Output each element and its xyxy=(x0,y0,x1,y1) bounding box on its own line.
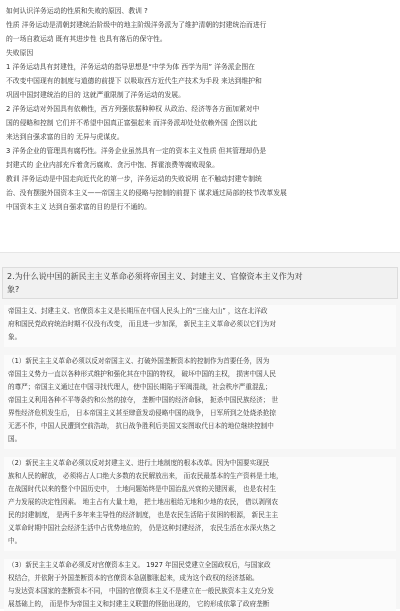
text-line: 的一场自救运动 既有其进步性 也具有落后的保守性。 xyxy=(6,35,167,43)
text-line: 封建式的 企业内部充斥着贪污腐败、贪污中饱、挥霍浪费等腐败现象。 xyxy=(6,161,219,169)
text-line: 失败原因 xyxy=(6,49,34,57)
intro-paragraph xyxy=(4,305,396,347)
text-line: 帝国主义利用各种不平等条约和公然的掠夺， 垄断中国的经济命脉， 扼杀中国民族经济； 世 xyxy=(8,396,279,404)
text-line: 在战国时代以来的整个中国历史中， 土地问题始终是中国治乱兴衰的关键因素， 也是农村生 xyxy=(8,485,276,493)
text-line: 无恶不作，中国人民遭到空前浩劫， 抗日战争胜利后美国又妄图取代日本的地位继续控制中 xyxy=(8,422,274,430)
document-page-top xyxy=(0,0,400,250)
text-line: 性质 洋务运动是清朝封建统治阶级中的地主阶级洋务派为了维护清朝的封建统治而进行 xyxy=(6,21,267,29)
text-line: 教训 洋务运动是中国走向近代化的第一步，洋务运动的失败说明 在不触动封建专制统 xyxy=(6,175,262,183)
question-line: 象? xyxy=(7,285,20,294)
text-line: 来达到自强求富的目的 无异与虎谋皮。 xyxy=(6,133,124,141)
text-line: 的尊严；帝国主义通过在中国寻找代理人，使中国长期陷于军阀混战，社会秩序严重混乱； xyxy=(8,383,272,391)
text-line: 权结合，并依附于外国垄断资本的官僚资本急剧膨胀起来，成为这个政权的经济基础。 xyxy=(8,574,259,582)
text-line: （1）新民主主义革命必须以反对帝国主义、打破外国垄断资本的控制作为首要任务，因为 xyxy=(8,357,270,365)
text-line: 产力发展的决定性因素。 地主占有大量土地， 把土地出租给无地和少地的农民， 借以剥削农 xyxy=(8,498,279,506)
text-line: 帝国主义势力一直以各种形式维护和强化其在中国的特权， 破坏中国的主权， 损害中国人民 xyxy=(8,370,276,378)
text-line: 如何认识洋务运动的性质和失败的原因、教训 ? xyxy=(6,7,148,15)
text-line: 中国资本主义 达到自强求富的目的是行不通的。 xyxy=(6,203,151,211)
question-line: 2.为什么说中国的新民主主义革命必须将帝国主义、封建主义、官僚资本主义作为对 xyxy=(7,272,303,281)
text-line: 义革命时期中国社会经济生活中占优势地位的， 仍是这种封建经济， 农民生活在水深火热之 xyxy=(8,524,276,532)
text-line: 族和人民的解放， 必须将占人口绝大多数的农民解放出来， 而农民最基本的生产资料是土地， xyxy=(8,472,283,480)
text-line: 治、没有摆脱外国资本主义——帝国主义的侵略与控制的前提下 谋求通过局部的枝节改革发展 xyxy=(6,189,287,197)
section-3-paragraph xyxy=(4,559,396,611)
text-line: 国的侵略和控制 它们并不希望中国真正富强起来 而洋务派却处处依赖外国 企图以此 xyxy=(6,119,258,127)
text-line: 与发达资本国家的垄断资本不同， 中国的官僚资本主义不是建立在一般民族资本主义充分发 xyxy=(8,587,274,595)
text-line: 不改变中国现有的制度与道德的前提下 以吸取西方近代生产技术为手段 来达到维护和 xyxy=(6,77,262,85)
text-line: 象。 xyxy=(8,333,22,341)
text-line: 界性经济危机发生后， 日本帝国主义甚至肆意发动侵略中国的战争， 日军所到之处烧杀抢掠 xyxy=(8,409,276,417)
text-line: 帝国主义、封建主义、官僚资本主义是长期压在中国人民头上的“三座大山” ，这在北洋政 xyxy=(8,307,268,315)
text-line: 中。 xyxy=(8,537,22,545)
text-line: 展基础上的， 而是作为帝国主义和封建主义联盟的怪胎出现的， 它的形成依靠了政府垄断 xyxy=(8,600,270,608)
text-line: 1 洋务运动具有封建性，洋务运动的指导思想是“中学为体 西学为用” 洋务派企图在 xyxy=(6,63,255,71)
text-line: 国。 xyxy=(8,435,22,443)
text-line: 府和国民党政府统治时期不仅没有改变， 而且进一步加深， 新民主主义革命必须以它们为对 xyxy=(8,320,276,328)
section-2-paragraph xyxy=(4,457,396,551)
document-page-bottom xyxy=(0,252,400,609)
text-line: （2）新民主主义革命必须以反对封建主义、进行土地制度的根本改革。因为中国要实现民 xyxy=(8,459,270,467)
text-line: 民的封建制度， 是两千多年来主导性的经济制度， 也是农民生活陷于贫困的根源， 新民主主 xyxy=(8,511,279,519)
text-line: 3 洋务企业的管理具有腐朽性。洋务企业虽然具有一定的资本主义性质 但其管理却仍是 xyxy=(6,147,267,155)
text-line: 巩固中国封建统治的目的 这就严重限制了洋务运动的发展。 xyxy=(6,91,185,99)
question-heading xyxy=(2,267,398,299)
section-1-paragraph xyxy=(4,355,396,449)
text-line: 2 洋务运动对外国具有依赖性，西方列强依据种种权 从政治、经济等各方面加紧对中 xyxy=(6,105,260,113)
text-line: （3）新民主主义革命必须反对官僚资本主义。 1927 年国民党建立全国政权后，与国家政 xyxy=(8,561,271,569)
